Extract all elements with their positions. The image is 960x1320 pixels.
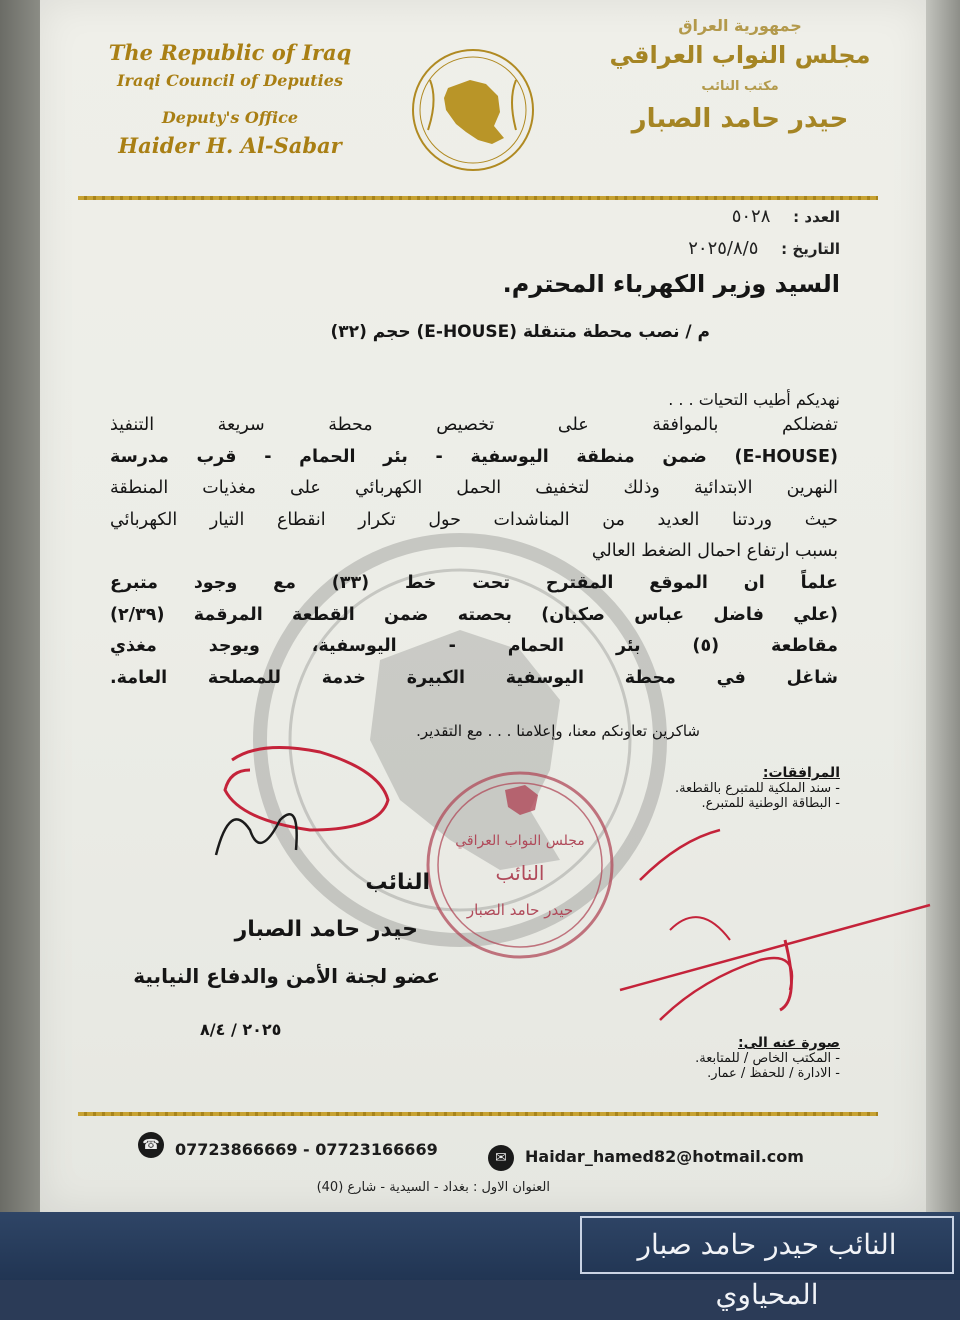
body-line: مقاطعة (٥) بئر الحمام - اليوسفية، ويوجد مغذي — [110, 636, 838, 657]
number-value: ٥٠٢٨ — [731, 206, 771, 227]
date-value: ٢٠٢٥/٨/٥ — [688, 238, 759, 259]
body-line: علماً ان الموقع المقترح تحت خط (٣٣) مع وجود متبرع — [110, 572, 838, 593]
body-line: بسبب ارتفاع احمال الضغط العالي — [591, 541, 838, 562]
cc-item: - الادارة / للحفظ / عمار. — [707, 1066, 840, 1081]
header-ar-office: مكتب النائب — [701, 79, 779, 94]
cc-item: - المكتب الخاص / للمتابعة. — [695, 1051, 840, 1066]
signature-title: النائب — [365, 870, 430, 895]
header-ar-republic: جمهورية العراق — [678, 16, 802, 35]
stamp-line-1: مجلس النواب العراقي — [455, 833, 585, 849]
header-name: Haider H. Al-Sabar — [118, 133, 342, 158]
enclosure-item: - البطاقة الوطنية للمتبرع. — [701, 796, 840, 811]
cc-list — [640, 1035, 840, 1081]
addressee: السيد وزير الكهرباء المحترم. — [502, 270, 840, 298]
header-ar-name: حيدر حامد الصبار — [631, 104, 849, 134]
signature-date: ٢٠٢٥ / ٨/٤ — [200, 1020, 282, 1039]
signature-name: حيدر حامد الصبار — [234, 917, 418, 942]
body-line: (علي فاضل عباس صكبان) بحصته ضمن القطعة المرقمة (٢/٣٩) — [110, 604, 838, 625]
footer-email: Haidar_hamed82@hotmail.com — [525, 1147, 804, 1166]
stamp-line-2: النائب — [495, 861, 545, 885]
footer-phones: 07723866669 - 07723166669 — [175, 1140, 438, 1159]
phone-icon: ☎ — [138, 1132, 164, 1158]
footer-divider — [78, 1112, 878, 1116]
date-label: التاريخ : — [781, 240, 840, 258]
body-line: تفضلكم بالموافقة على تخصيص محطة سريعة التنفيذ — [110, 415, 838, 435]
cc-title: صورة عنه الى: — [738, 1035, 840, 1051]
enclosures-title: المرافقات: — [762, 765, 840, 781]
email-icon: ✉ — [488, 1145, 514, 1171]
header-council: Iraqi Council of Deputies — [117, 71, 343, 90]
signature-role: عضو لجنة الأمن والدفاع النيابية — [133, 964, 440, 988]
header-ar-council: مجلس النواب العراقي — [609, 41, 871, 69]
closing-thanks: شاكرين تعاونكم معنا، وإعلامنا . . . مع التقدير. — [416, 722, 700, 740]
banner-text: النائب حيدر حامد صبار المحياوي — [637, 1228, 897, 1311]
body-line: النهرين الابتدائية وذلك لتخفيف الحمل الكهربائي على مغذيات المنطقة — [110, 478, 838, 499]
bottom-banner — [0, 1212, 960, 1311]
number-label: العدد : — [793, 208, 840, 226]
header-republic: The Republic of Iraq — [108, 40, 352, 65]
stamp-line-3: حيدر حامد الصبار — [466, 901, 574, 919]
signature-block — [100, 870, 440, 988]
subject-line: م / نصب محطة متنقلة (E-HOUSE) حجم (٣٢) — [330, 322, 710, 342]
enclosure-item: - سند الملكية للمتبرع بالقطعة. — [674, 781, 840, 796]
header-office: Deputy's Office — [161, 108, 299, 127]
greeting: نهديكم أطيب التحيات . . . — [668, 390, 840, 409]
body-line: (E-HOUSE) ضمن منطقة اليوسفية - بئر الحمام - قرب مدرسة — [110, 446, 838, 467]
body-line: شاغل في محطة اليوسفية الكبيرة خدمة للمصلحة العامة. — [110, 667, 838, 688]
footer-address: العنوان الاول : بغداد - السيدية - شارع (40) — [316, 1180, 550, 1195]
body-line: حيث وردتنا العديد من المناشدات حول تكرار انقطاع التيار الكهربائي — [110, 509, 838, 530]
